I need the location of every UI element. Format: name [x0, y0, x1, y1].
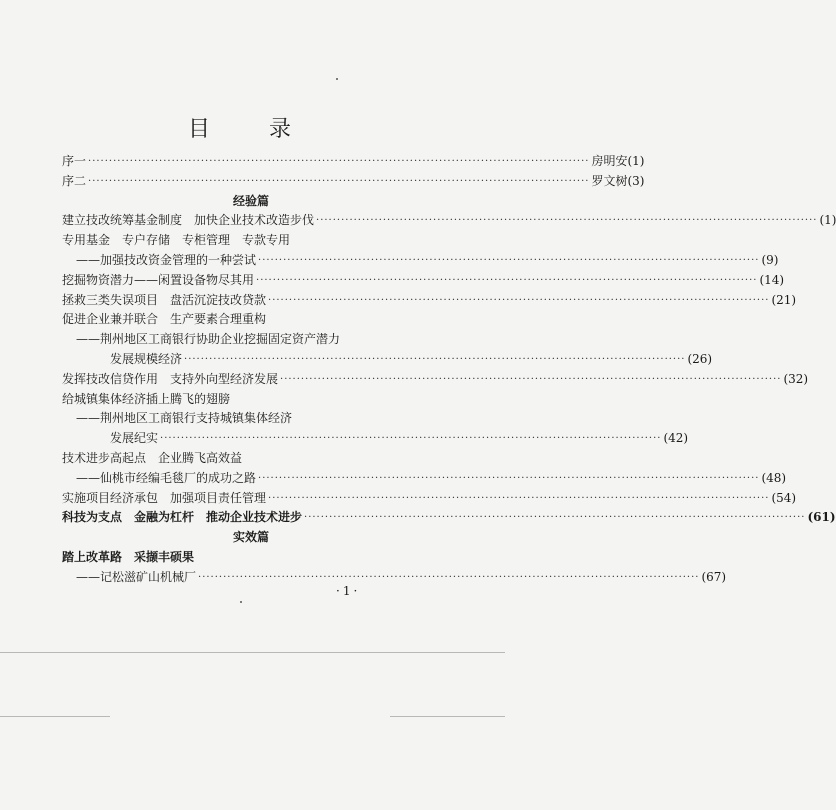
toc-entry-page: (14) [759, 272, 785, 287]
toc-entry-page: (32) [783, 371, 809, 386]
toc-entry-title: 给城镇集体经济插上腾飞的翅膀 [62, 391, 231, 406]
toc-entry [62, 310, 440, 330]
toc-section-heading [62, 528, 440, 548]
toc-entry-page: (67) [701, 569, 727, 584]
toc-leader-dots: ························································································································ [258, 254, 760, 266]
toc-entry-title: ——荆州地区工商银行协助企业挖掘固定资产潜力 [76, 332, 341, 347]
scan-line [0, 652, 505, 653]
toc-entry-title: 发展规模经济 [110, 351, 183, 366]
toc-entry [62, 172, 645, 192]
toc-entry [62, 508, 836, 528]
toc-entry [62, 489, 797, 509]
toc-section-label: 实效篇 [232, 530, 269, 545]
toc-entry [62, 409, 440, 429]
toc-entry-title: 建立技改统筹基金制度 加快企业技术改造步伐 [62, 213, 315, 228]
toc-entry-page: (26) [687, 351, 713, 366]
toc-entry-title: 序二 [62, 173, 87, 188]
toc-entry-title: 发挥技改信贷作用 支持外向型经济发展 [62, 371, 279, 386]
toc-leader-dots: ························································································································ [88, 175, 590, 187]
toc-entry-title: 挖掘物资潜力——闲置设备物尽其用 [62, 272, 255, 287]
toc-entry-title: 拯救三类失误项目 盘活沉淀技改贷款 [62, 292, 267, 307]
toc-entry-page: (61) [807, 510, 836, 525]
scan-speck [240, 601, 242, 603]
table-of-contents [62, 152, 836, 588]
toc-entry-title: 专用基金 专户存储 专柜管理 专款专用 [62, 233, 291, 248]
toc-entry [62, 291, 797, 311]
toc-leader-dots: ························································································································ [88, 156, 590, 167]
toc-entry [62, 548, 440, 568]
toc-entry-page: (21) [771, 292, 797, 307]
toc-entry-page: 罗文树(3) [591, 173, 645, 188]
scan-speck [336, 78, 338, 80]
toc-leader-dots: ························································································································ [184, 353, 686, 365]
toc-entry [62, 370, 809, 390]
toc-entry-title: ——荆州地区工商银行支持城镇集体经济 [76, 411, 293, 426]
toc-leader-dots: ························································································································ [268, 294, 770, 306]
toc-entry [62, 211, 836, 231]
toc-entry-title: 技术进步高起点 企业腾飞高效益 [62, 450, 243, 465]
toc-entry-page: (9) [761, 252, 779, 267]
toc-entry-page: (48) [761, 470, 787, 485]
toc-entry [62, 251, 779, 271]
page-title: 目 录 [188, 117, 317, 142]
toc-entry [62, 152, 645, 172]
toc-leader-dots: ························································································································ [280, 373, 782, 385]
toc-entry [62, 330, 440, 350]
toc-entry [62, 271, 785, 291]
toc-entry-title: 科技为支点 金融为杠杆 推动企业技术进步 [62, 510, 303, 525]
toc-entry-page: (42) [663, 431, 689, 446]
toc-leader-dots: ························································································································ [198, 571, 700, 583]
toc-entry [62, 449, 440, 469]
toc-entry-title: 发展纪实 [110, 431, 159, 446]
toc-entry-title: ——仙桃市经编毛毯厂的成功之路 [76, 470, 257, 485]
toc-entry [62, 568, 727, 588]
toc-leader-dots: ························································································································ [268, 492, 770, 504]
toc-entry-title: 实施项目经济承包 加强项目责任管理 [62, 490, 267, 505]
toc-entry [62, 469, 787, 489]
toc-leader-dots: ························································································································ [258, 472, 760, 484]
toc-leader-dots: ························································································································ [304, 512, 806, 524]
toc-entry-title: ——加强技改资金管理的一种尝试 [76, 252, 257, 267]
toc-leader-dots: ························································································································ [316, 215, 818, 227]
toc-entry [62, 231, 440, 251]
toc-entry-title: 序一 [62, 154, 87, 168]
toc-leader-dots: ························································································································ [160, 433, 662, 445]
toc-entry-title: ——记松滋矿山机械厂 [76, 569, 197, 584]
toc-entry-title: 踏上改革路 采撷丰硕果 [62, 549, 195, 564]
toc-section-heading [62, 192, 440, 212]
toc-entry [62, 390, 440, 410]
page-number: ·1· [336, 584, 361, 598]
scan-line [390, 716, 505, 717]
toc-entry [62, 350, 713, 370]
toc-leader-dots: ························································································································ [256, 274, 758, 286]
toc-entry-page: (54) [771, 490, 797, 505]
scan-line [0, 716, 110, 717]
toc-entry-page: 房明安(1) [591, 154, 645, 168]
toc-entry-title: 促进企业兼并联合 生产要素合理重构 [62, 312, 267, 327]
toc-entry-page: (1) [819, 213, 836, 228]
toc-entry [62, 429, 689, 449]
toc-section-label: 经验篇 [232, 193, 269, 208]
